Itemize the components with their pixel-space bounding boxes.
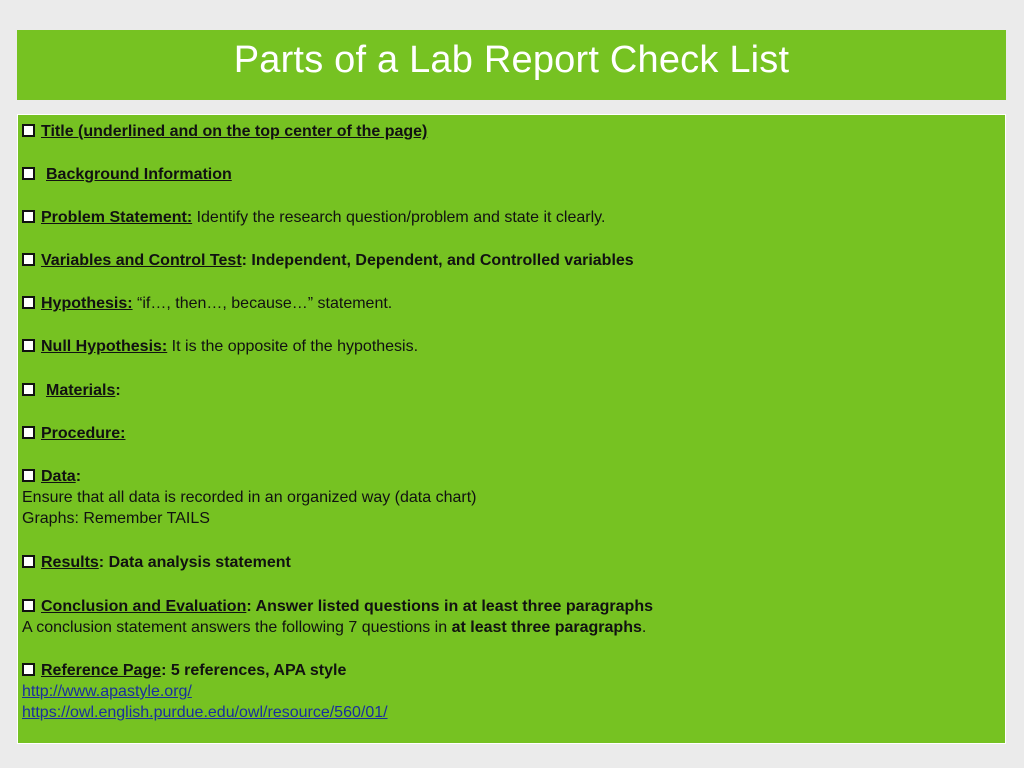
item-label: Conclusion and Evaluation xyxy=(41,598,247,615)
checklist-item-procedure xyxy=(22,423,997,444)
item-label: Reference Page xyxy=(41,662,162,679)
item-separator: : xyxy=(75,468,82,485)
item-label: Data xyxy=(41,468,76,485)
item-text: It is the opposite of the hypothesis. xyxy=(167,338,419,355)
checkbox-icon[interactable] xyxy=(22,555,35,568)
checkbox-icon[interactable] xyxy=(22,663,35,676)
checklist-item-variables xyxy=(22,250,997,271)
checklist-item-background xyxy=(22,164,997,185)
detail-emphasis: at least three paragraphs xyxy=(451,619,642,636)
item-label: Procedure: xyxy=(41,425,126,442)
checklist-panel xyxy=(17,114,1006,744)
item-text: Independent, Dependent, and Controlled variables xyxy=(246,252,634,269)
item-separator: : xyxy=(98,554,105,571)
checkbox-icon[interactable] xyxy=(22,253,35,266)
detail-end: . xyxy=(641,619,647,636)
checklist-item-problem-statement xyxy=(22,207,997,228)
item-detail-line xyxy=(22,617,997,638)
checklist-item-results xyxy=(22,552,997,573)
checkbox-icon[interactable] xyxy=(22,339,35,352)
item-detail-line: Ensure that all data is recorded in an organized way (data chart) xyxy=(22,489,477,506)
item-separator: : xyxy=(161,662,167,679)
item-text: Data analysis statement xyxy=(104,554,291,571)
checklist-item-materials xyxy=(22,380,997,401)
checklist-item-data xyxy=(22,466,997,529)
purdue-owl-link[interactable]: https://owl.english.purdue.edu/owl/resource/560/01/ xyxy=(22,704,388,721)
item-label: Results xyxy=(41,554,99,571)
checklist-item-hypothesis xyxy=(22,293,997,314)
apa-style-link[interactable]: http://www.apastyle.org/ xyxy=(22,683,192,700)
detail-text: A conclusion statement answers the following 7 questions in xyxy=(22,619,452,636)
item-text: “if…, then…, because…” statement. xyxy=(132,295,393,312)
checkbox-icon[interactable] xyxy=(22,124,35,137)
checkbox-icon[interactable] xyxy=(22,599,35,612)
item-label: Variables and Control Test xyxy=(41,252,242,269)
checklist-item-title xyxy=(22,121,997,142)
checkbox-icon[interactable] xyxy=(22,296,35,309)
item-label: Problem Statement: xyxy=(41,209,193,226)
item-label: Title (underlined and on the top center of the page) xyxy=(41,123,428,140)
page-title: Parts of a Lab Report Check List xyxy=(233,38,790,81)
item-label: Null Hypothesis: xyxy=(41,338,168,355)
item-text: 5 references, APA style xyxy=(166,662,347,679)
checkbox-icon[interactable] xyxy=(22,210,35,223)
checkbox-icon[interactable] xyxy=(22,383,35,396)
item-text: Identify the research question/problem and state it clearly. xyxy=(192,209,606,226)
checklist-item-reference-page xyxy=(22,660,997,723)
item-separator: : xyxy=(246,598,252,615)
item-label: Hypothesis: xyxy=(41,295,133,312)
item-label: Materials xyxy=(46,382,116,399)
checkbox-icon[interactable] xyxy=(22,469,35,482)
item-text: Answer listed questions in at least three paragraphs xyxy=(251,598,653,615)
item-separator: : xyxy=(241,252,247,269)
item-detail-line: Graphs: Remember TAILS xyxy=(22,510,210,527)
checkbox-icon[interactable] xyxy=(22,167,35,180)
checklist-item-conclusion xyxy=(22,596,997,638)
title-banner xyxy=(17,30,1006,100)
item-separator: : xyxy=(115,382,121,399)
item-label: Background Information xyxy=(46,166,232,183)
checklist-item-null-hypothesis xyxy=(22,336,997,357)
checkbox-icon[interactable] xyxy=(22,426,35,439)
